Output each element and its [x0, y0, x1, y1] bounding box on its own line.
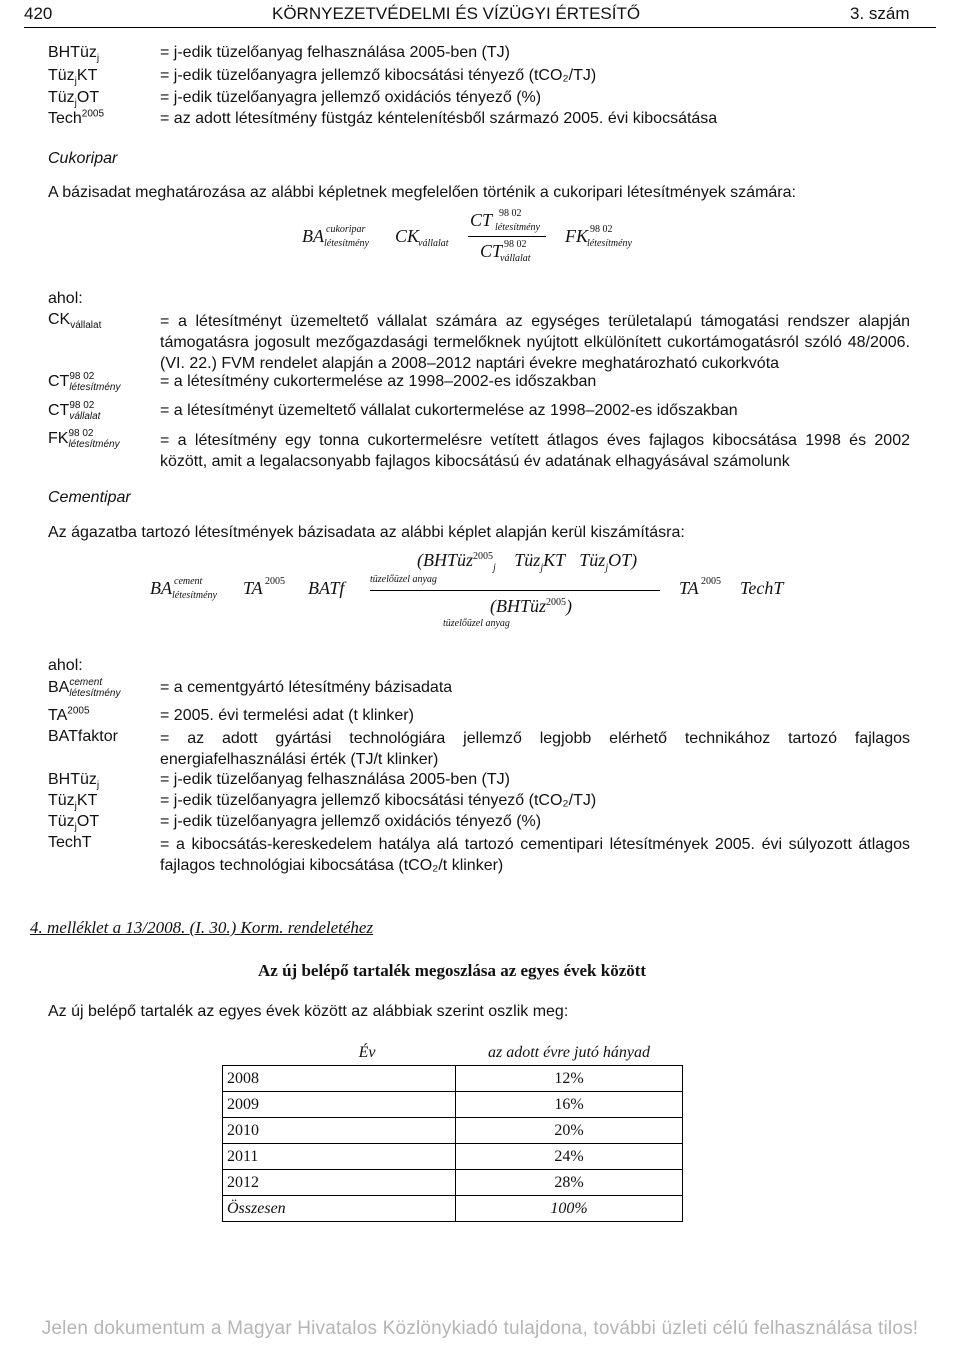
column-header-share: az adott évre jutó hányad [456, 1040, 683, 1066]
header-rule [24, 27, 936, 28]
table-row [223, 1170, 683, 1196]
table-row [223, 1092, 683, 1118]
def-text: = a cementgyártó létesítmény bázisadata [160, 679, 453, 696]
formula-sup: cement [174, 576, 203, 587]
table-row-total [223, 1196, 683, 1222]
formula-sub: létesítmény [324, 238, 369, 249]
formula-term: TA [679, 578, 699, 598]
cell-share: 20% [456, 1118, 683, 1144]
def-symbol: BHTüz$_j$ [48, 44, 100, 65]
def-text: = a létesítményt üzemeltető vállalat számára az egységes területalapú támogatási rendszer alapján támogatásra jogosult mezőgazdasági termelőknek nyújtott elkülönített cukortámogatásról szóló 48/2006. (VI. 22.) FVM rendelet alapján a 2008–2012 naptári évekre meghatározható cukorkvóta [160, 313, 910, 372]
cell-year: 2010 [223, 1118, 456, 1144]
def-symbol: Tüz$_j$KT [48, 67, 98, 88]
def-text: = az adott gyártási technológiára jellemző legjobb elérhető technikához tartozó fajlagos energiafelhasználási érték (TJ/t klinker) [160, 730, 910, 768]
def-symbol: Tech$^{2005}$ [48, 108, 105, 127]
annex-title: 4. melléklet a 13/2008. (I. 30.) Korm. rendeletéhez [30, 918, 374, 937]
formula-sup: 98 02 [504, 239, 527, 250]
formula-term: CT [480, 241, 503, 261]
def-symbol: CT98 02 vállalat [48, 400, 101, 422]
cell-total-share: 100% [456, 1196, 683, 1222]
formula-sup: cukoripar [326, 224, 366, 235]
section-heading-cement: Cementipar [48, 489, 131, 506]
table-row [223, 1144, 683, 1170]
def-symbol: Tüz$_j$OT [48, 89, 100, 110]
def-text: = a kibocsátás-kereskedelem hatálya alá tartozó cementipari létesítmények 2005. évi súlyozott átlagos fajlagos technológiai kibocsátása (tCO₂/t klinker) [160, 836, 910, 874]
formula-term: CK [395, 226, 420, 246]
watermark-notice: Jelen dokumentum a Magyar Hivatalos Közlönykiadó tulajdona, további üzleti célú felhasználása tilos! [41, 1318, 919, 1339]
formula-sub: vállalat [418, 238, 449, 249]
def-symbol: FK98 02 létesítmény [48, 428, 120, 450]
def-text: = j-edik tüzelőanyag felhasználása 2005-ben (TJ) [160, 44, 510, 61]
fraction-bar [468, 236, 546, 237]
formula-term: TechT [740, 578, 784, 598]
def-text: = j-edik tüzelőanyagra jellemző kibocsátási tényező (tCO₂/TJ) [160, 67, 597, 84]
cell-share: 24% [456, 1144, 683, 1170]
table-header-row [223, 1040, 683, 1066]
formula-sub: létesítmény [172, 590, 217, 601]
formula-sup: 2005 [265, 576, 285, 587]
table-row [223, 1118, 683, 1144]
def-text: = 2005. évi termelési adat (t klinker) [160, 707, 414, 724]
def-symbol: BATfaktor [48, 728, 118, 745]
issue-number: 3. szám [850, 4, 910, 23]
column-header-year: Év [223, 1040, 456, 1066]
formula-term: BA [150, 578, 172, 598]
cell-year: 2012 [223, 1170, 456, 1196]
cell-year: 2009 [223, 1092, 456, 1118]
cell-share: 28% [456, 1170, 683, 1196]
cell-share: 12% [456, 1066, 683, 1092]
formula-term: CT [470, 210, 493, 230]
cell-total-label: Összesen [223, 1196, 456, 1222]
sugar-intro: A bázisadat meghatározása az alábbi képletnek megfelelően történik a cukoripari létesítmények számára: [48, 184, 796, 201]
def-symbol: $CK_{vállalat}$ [48, 311, 102, 332]
def-symbol: Tüz$_j$KT [48, 792, 98, 813]
where-label: ahol: [48, 290, 83, 307]
formula-sup: 98 02 [590, 224, 613, 235]
cell-year: 2008 [223, 1066, 456, 1092]
section-heading-sugar: Cukoripar [48, 150, 118, 167]
formula-sup: 98 02 [499, 208, 522, 219]
def-text: = a létesítmény cukortermelése az 1998–2002-es időszakban [160, 373, 597, 390]
annex-subtitle: Az új belépő tartalék megoszlása az egyes évek között [258, 961, 647, 980]
sum-label: tüzelőüzel anyag [443, 618, 510, 629]
cell-share: 16% [456, 1092, 683, 1118]
def-symbol: TechT [48, 834, 92, 851]
def-text: = j-edik tüzelőanyagra jellemző oxidációs tényező (%) [160, 89, 542, 106]
reserve-share-table [222, 1040, 683, 1222]
annex-intro: Az új belépő tartalék az egyes évek között az alábbiak szerint oszlik meg: [48, 1003, 569, 1020]
def-text: = a létesítményt üzemeltető vállalat cukortermelése az 1998–2002-es időszakban [160, 402, 738, 419]
formula-denominator: (BHTüz$^{2005}$) [490, 596, 573, 616]
journal-title: KÖRNYEZETVÉDELMI ÉS VÍZÜGYI ÉRTESÍTŐ [272, 4, 641, 23]
formula-term: BA [302, 226, 324, 246]
formula-term: TA [243, 578, 263, 598]
formula-sup: 2005 [701, 576, 721, 587]
formula-sub: létesítmény [495, 222, 540, 233]
formula-term: BATf [308, 578, 345, 598]
fraction-bar [370, 590, 660, 591]
def-symbol: CT98 02 létesítmény [48, 371, 121, 393]
def-symbol: Tüz$_j$OT [48, 813, 100, 834]
def-symbol: $TA^{2005}$ [48, 705, 90, 724]
def-text: = az adott létesítmény füstgáz kéntelenítésből származó 2005. évi kibocsátása [160, 110, 718, 127]
def-text: = j-edik tüzelőanyagra jellemző kibocsátási tényező (tCO₂/TJ) [160, 792, 597, 809]
formula-term: FK [565, 226, 589, 246]
def-text: = j-edik tüzelőanyagra jellemző oxidációs tényező (%) [160, 813, 542, 830]
formula-numerator: (BHTüz$^{2005}_j$ Tüz$_j$KT Tüz$_j$OT) [417, 550, 638, 574]
where-label: ahol: [48, 657, 83, 674]
formula-sub: létesítmény [587, 238, 632, 249]
cell-year: 2011 [223, 1144, 456, 1170]
def-symbol: BHTüz$_j$ [48, 771, 100, 792]
table-row [223, 1066, 683, 1092]
def-text: = a létesítmény egy tonna cukortermelésre vetített átlagos éves fajlagos kibocsátása 1998 és 2002 között, amit a legalacsonyabb fajlagos kibocsátású év adatának elhagyásával számolunk [160, 432, 910, 470]
page-number: 420 [24, 4, 53, 23]
sum-label: tüzelőüzel anyag [370, 574, 437, 585]
def-symbol: BAcement létesítmény [48, 677, 121, 699]
def-text: = j-edik tüzelőanyag felhasználása 2005-ben (TJ) [160, 771, 510, 788]
formula-sub: vállalat [500, 253, 531, 264]
cement-intro: Az ágazatba tartozó létesítmények bázisadata az alábbi képlet alapján kerül kiszámításra: [48, 524, 685, 541]
